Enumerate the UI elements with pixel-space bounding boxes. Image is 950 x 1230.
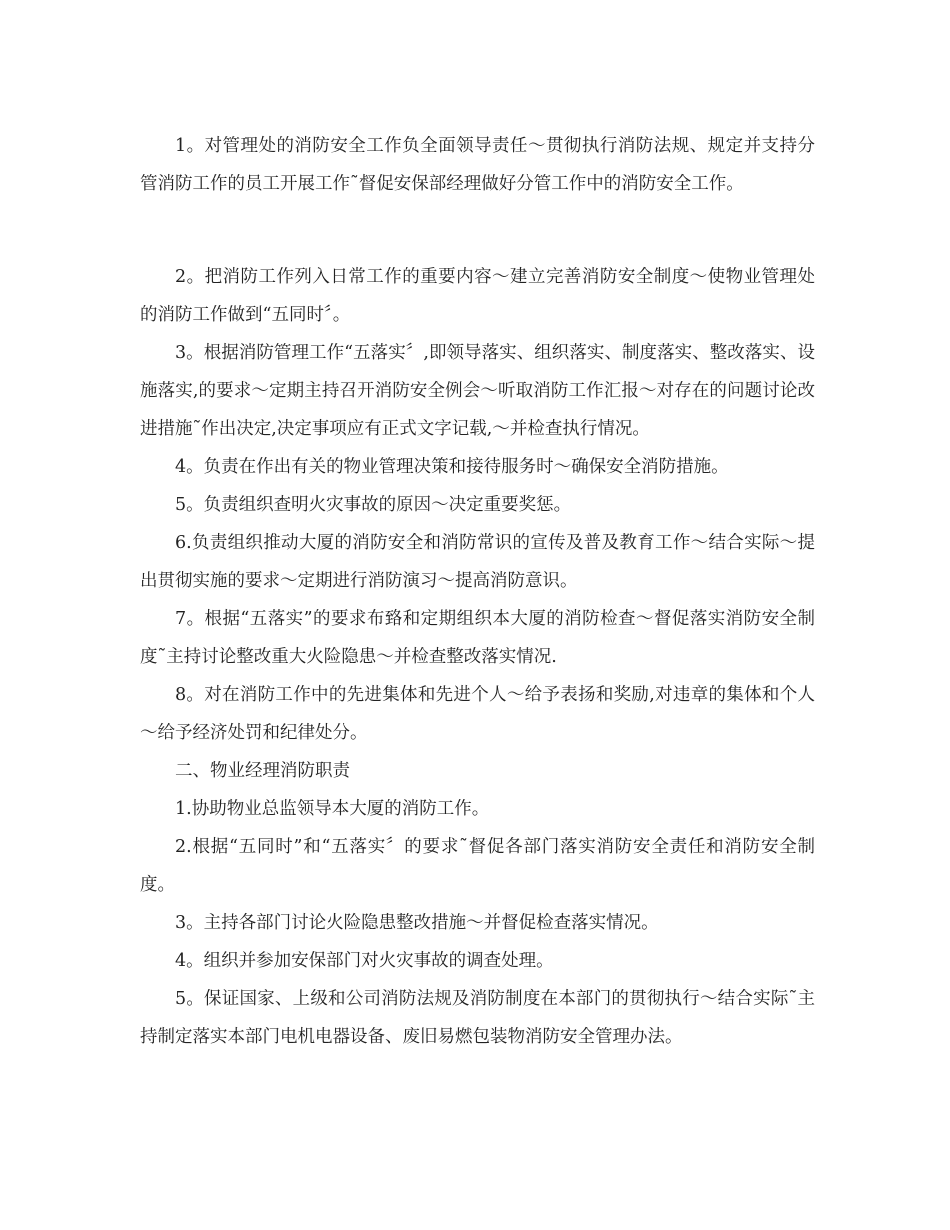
paragraph-5: 5。负责组织查明火灾事故的原因～决定重要奖惩。 (175, 495, 572, 515)
section-item-4: 4。组织并参加安保部门对火灾事故的调查处理。 (175, 951, 554, 971)
section-item-1: 1.协助物业总监领导本大厦的消防工作。 (175, 799, 490, 819)
document-body (140, 127, 815, 1056)
section-item-2: 2.根据“五同时”和“五落实〞的要求˜督促各部门落实消防安全责任和消防安全制度。 (140, 837, 815, 895)
paragraph-8: 8。对在消防工作中的先进集体和先进个人～给予表扬和奖励,对违章的集体和个人～给予经济处罚和纪律处分。 (140, 685, 815, 743)
paragraph-3: 3。根据消防管理工作“五落实〞,即领导落实、组织落实、制度落实、整改落实、设施落实,的要求～定期主持召开消防安全例会～听取消防工作汇报～对存在的问题讨论改进措施˜作出决定,决定事项应有正式文字记载,～并检查执行情况。 (140, 343, 815, 439)
paragraph-1: 1。对管理处的消防安全工作负全面领导责任～贯彻执行消防法规、规定并支持分管消防工作的员工开展工作˜督促安保部经理做好分管工作中的消防安全工作。 (140, 136, 815, 194)
section-heading: 二、物业经理消防职责 (175, 761, 350, 781)
paragraph-6: 6.负责组织推动大厦的消防安全和消防常识的宣传及普及教育工作～结合实际～提出贯彻实施的要求～定期进行消防演习～提高消防意识。 (140, 533, 815, 591)
section-item-3: 3。主持各部门讨论火险隐患整改措施～并督促检查落实情况。 (175, 913, 659, 933)
paragraph-2: 2。把消防工作列入日常工作的重要内容～建立完善消防安全制度～使物业管理处的消防工作做到“五同时〞。 (140, 267, 815, 325)
paragraph-4: 4。负责在作出有关的物业管理决策和接待服务时～确保安全消防措施。 (175, 457, 729, 477)
section-item-5: 5。保证国家、上级和公司消防法规及消防制度在本部门的贯彻执行～结合实际˜主持制定落实本部门电机电器设备、废旧易燃包装物消防安全管理办法。 (140, 989, 815, 1047)
paragraph-7: 7。根据“五落实”的要求布臵和定期组织本大厦的消防检查～督促落实消防安全制度˜主持讨论整改重大火险隐患～并检查整改落实情况. (140, 609, 815, 667)
